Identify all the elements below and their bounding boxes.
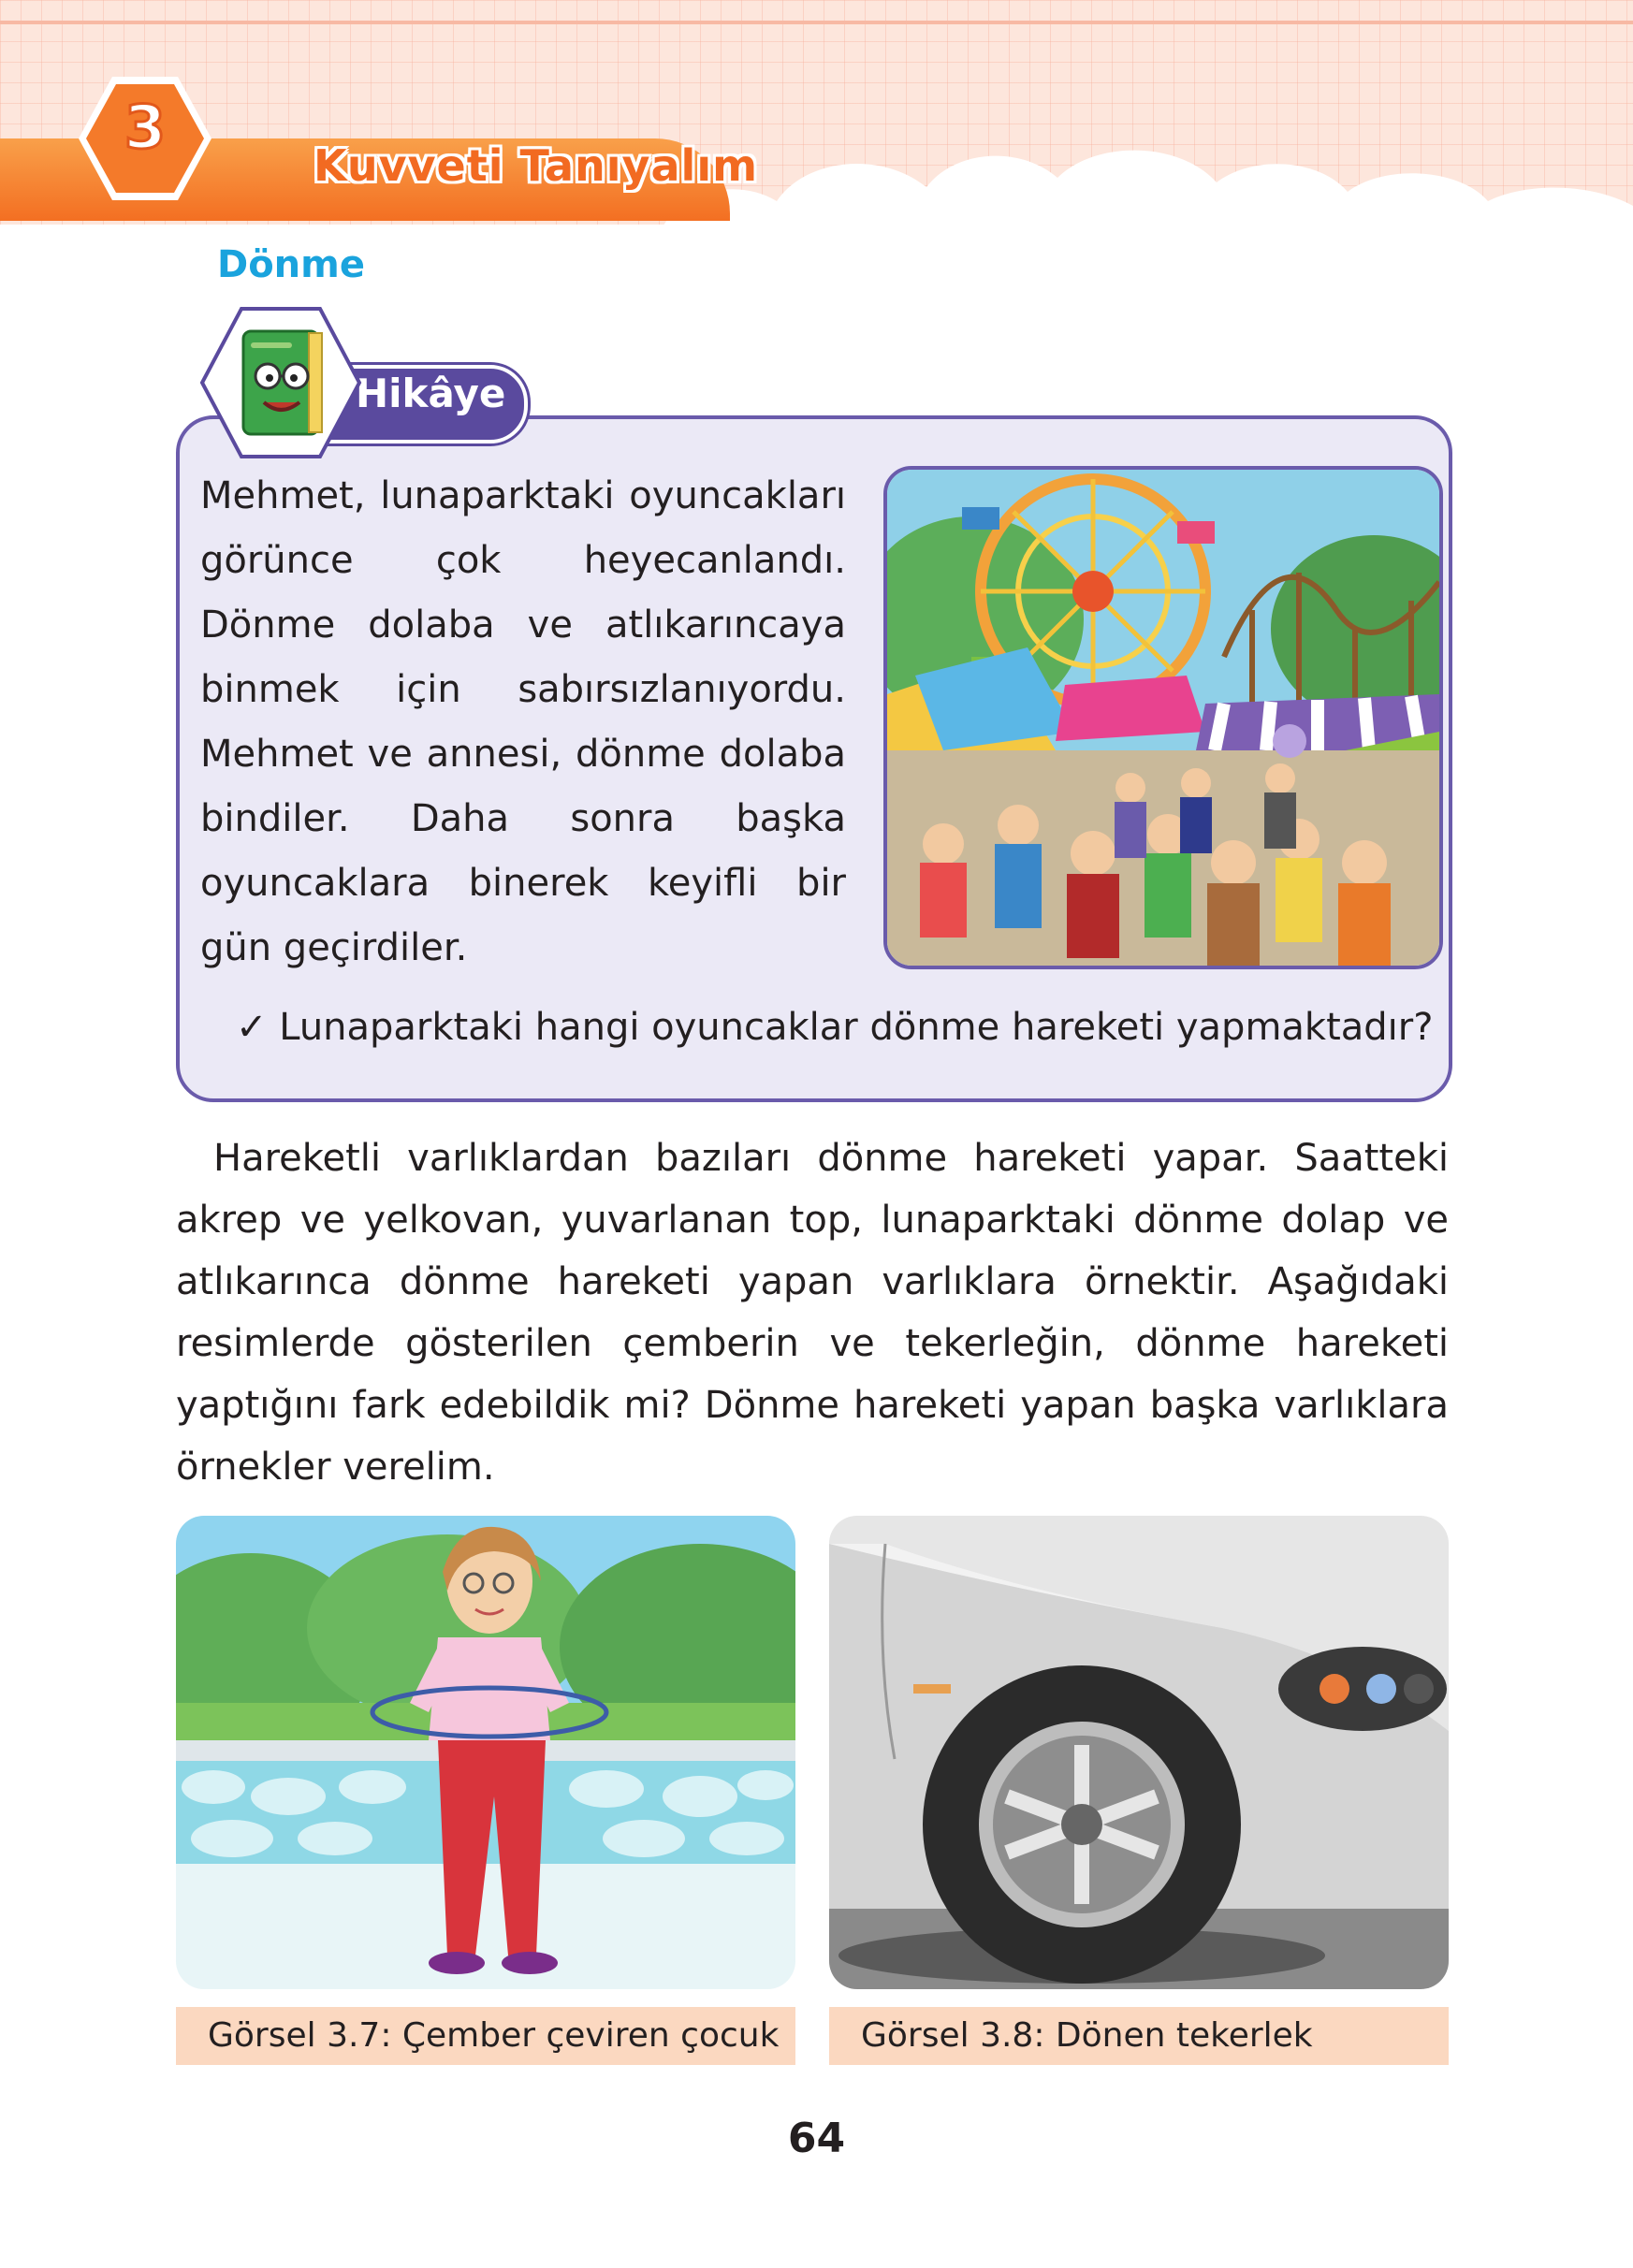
figure-hula-hoop bbox=[176, 1516, 795, 1989]
chapter-title: Kuvveti Tanıyalım bbox=[313, 140, 759, 191]
book-mascot-icon bbox=[198, 305, 363, 460]
chapter-number: 3 bbox=[124, 94, 167, 163]
figure-car-wheel bbox=[829, 1516, 1449, 1989]
story-question-text: Lunaparktaki hangi oyuncaklar dönme hareketi yapmaktadır? bbox=[279, 1006, 1434, 1049]
page-number: 64 bbox=[787, 2115, 846, 2162]
story-question bbox=[236, 1006, 1433, 1049]
body-paragraph: Hareketli varlıklardan bazıları dönme hareketi yapar. Saatteki akrep ve yelkovan, yuvarlanan top, lunaparktaki dönme dolap ve atlıkarınca dönme hareketi yapan varlıklara örnektir. Aşağıdaki resimlerde gösterilen çemberin ve tekerleğin, dönme hareketi yaptığını fark edebildik mi? Dönme hareketi yapan başka varlıklara örnekler verelim. bbox=[176, 1137, 1449, 1489]
amusement-park-illustration bbox=[883, 466, 1443, 969]
story-text: Mehmet, lunaparktaki oyuncakları görünce çok heyecanlandı. Dönme dolaba ve atlıkarıncaya binmek için sabırsızlanıyordu. Mehmet ve annesi, dönme dolaba bindiler. Daha sonra başka oyuncaklara binerek keyifli bir gün geçirdiler. bbox=[200, 474, 846, 969]
story-tag-label: Hikâye bbox=[356, 371, 506, 416]
figure-caption-2: Görsel 3.8: Dönen tekerlek bbox=[829, 2007, 1449, 2065]
figure-caption-1: Görsel 3.7: Çember çeviren çocuk bbox=[176, 2007, 795, 2065]
section-title: Dönme bbox=[217, 243, 365, 286]
check-mark-icon: ✓ bbox=[236, 1006, 268, 1049]
wheel-icon bbox=[923, 1665, 1241, 1984]
